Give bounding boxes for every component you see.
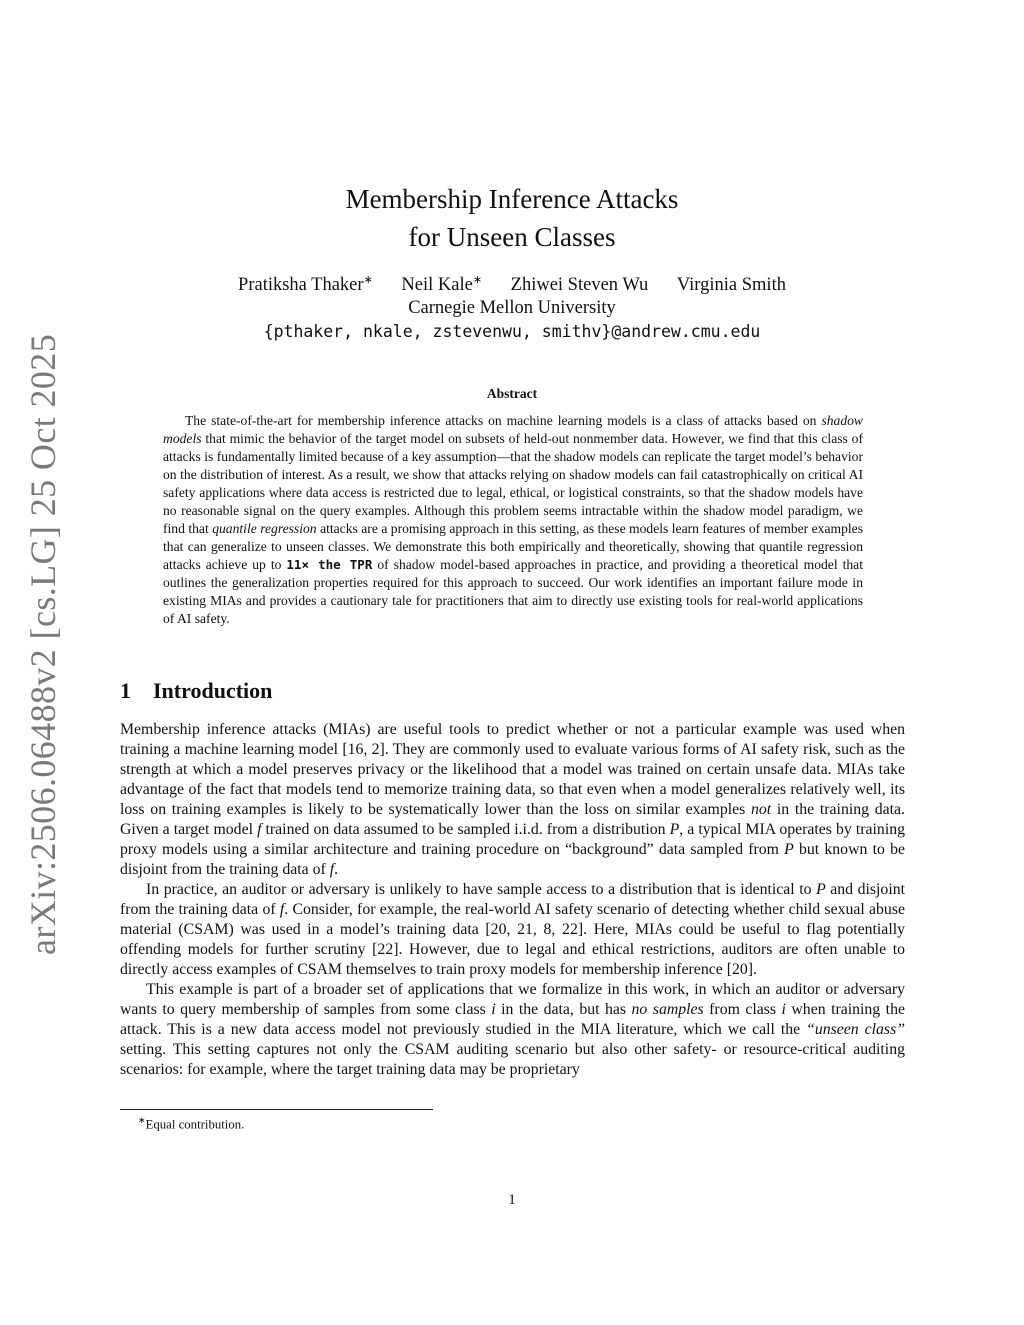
introduction-body [120, 720, 905, 1080]
abstract-heading: Abstract [486, 386, 538, 401]
paper-title [0, 180, 1024, 256]
author: Neil Kale∗ [401, 274, 483, 296]
affiliation: Carnegie Mellon University [408, 298, 616, 318]
paragraph: In practice, an auditor or adversary is unlikely to have sample access to a distribution that is identical to P and disjoint from the training data of f. Consider, for example, the real-world AI safety scenario of detecting whether child sexual abuse material (CSAM) was used in a model’s training data [20, 21, 8, 22]. Here, MIAs could be useful to flag potentially offending models for further scrutiny [22]. However, due to legal and ethical restrictions, auditors are often unable to directly access examples of CSAM themselves to train proxy models for membership inference [20]. [120, 881, 905, 978]
arxiv-stamp[interactable]: arXiv:2506.06488v2 [cs.LG] 25 Oct 2025 [23, 333, 63, 955]
abstract-text: The state-of-the-art for membership inference attacks on machine learning models is a class of attacks based on shadow models that mimic the behavior of the target model on subsets of held-out nonmember data. However, we find that this class of attacks is fundamentally limited because of a key assumption—that the shadow models can replicate the target model’s behavior on the distribution of interest. As a result, we show that attacks relying on shadow models can fail catastrophically on critical AI safety applications where data access is restricted due to legal, ethical, or logistical constraints, so that the shadow models have no reasonable signal on the query examples. Although this problem seems intractable within the shadow model paradigm, we find that quantile regression attacks are a promising approach in this setting, as these models learn features of member examples that can generalize to unseen classes. We demonstrate this both empirically and theoretically, showing that quantile regression attacks achieve up to 11× the TPR of shadow model-based approaches in practice, and providing a theoretical model that outlines the generalization properties required for this approach to succeed. Our work identifies an important failure mode in existing MIAs and provides a cautionary tale for practitioners that aim to directly use existing tools for real-world applications of AI safety. [163, 413, 863, 626]
footnote: ∗Equal contribution. [138, 1115, 245, 1132]
abstract-highlight: 11× the TPR [286, 557, 373, 572]
paragraph: This example is part of a broader set of applications that we formalize in this work, in which an auditor or adversary wants to query membership of samples from some class i in the data, but has no samples from class i when training the attack. This is a new data access model not previously studied in the MIA literature, which we call the “unseen class” setting. This setting captures not only the CSAM auditing scenario but also other safety- or resource-critical auditing scenarios: for example, where the target training data may be proprietary [120, 981, 906, 1078]
author: Pratiksha Thaker∗ [238, 274, 373, 296]
author: Zhiwei Steven Wu [510, 275, 649, 296]
page-number: 1 [508, 1192, 516, 1208]
footnote-divider [120, 1109, 433, 1110]
author-list [0, 273, 1024, 296]
author: Virginia Smith [676, 275, 786, 296]
author-emails[interactable]: {pthaker, nkale, zstevenwu, smithv}@andrew.cmu.edu [263, 322, 761, 341]
title-line-2: for Unseen Classes [408, 222, 616, 252]
title-line-1: Membership Inference Attacks [345, 184, 679, 214]
paragraph: Membership inference attacks (MIAs) are useful tools to predict whether or not a particular example was used when training a machine learning model [16, 2]. They are commonly used to evaluate various forms of AI safety risk, such as the strength at which a model preserves privacy or the likelihood that a model was trained on certain unsafe data. MIAs take advantage of the fact that models tend to memorize training data, so that even when a model generalizes relatively well, its loss on training examples is likely to be systematically lower than the loss on similar examples not in the training data. Given a target model f trained on data assumed to be sampled i.i.d. from a distribution P, a typical MIA operates by training proxy models using a similar architecture and training procedure on “background” data sampled from P but known to be disjoint from the training data of f. [120, 721, 906, 878]
section-title: Introduction [153, 678, 273, 703]
section-number: 1 [120, 678, 131, 703]
section-heading [120, 678, 272, 704]
